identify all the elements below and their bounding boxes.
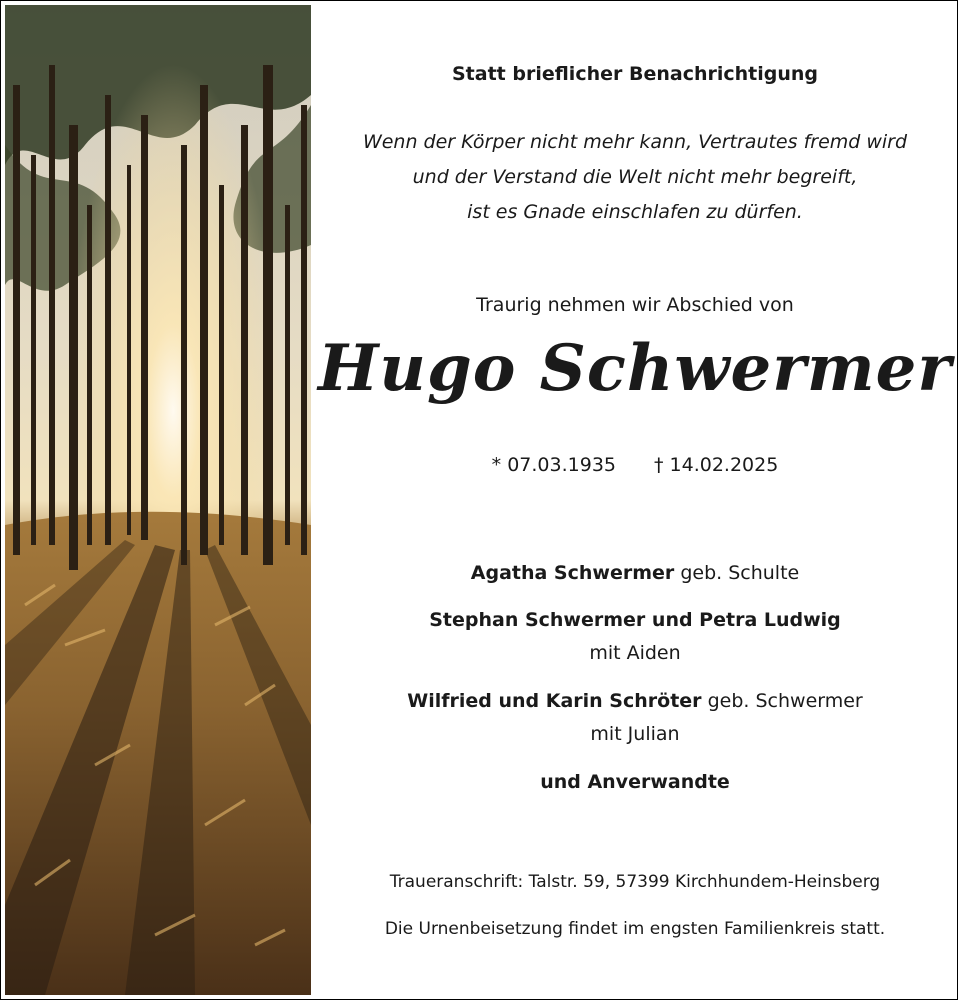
mourning-address: Traueranschrift: Talstr. 59, 57399 Kirchhundem-Heinsberg (389, 872, 881, 892)
burial-note: Die Urnenbeisetzung findet im engsten Familienkreis statt. (384, 919, 886, 939)
notice-heading: Statt brieflicher Benachrichtigung (451, 63, 819, 85)
deceased-name: Hugo Schwermer (317, 331, 953, 406)
notice-text (311, 1, 958, 1001)
mourner-2: Stephan Schwermer und Petra Ludwig (429, 609, 841, 631)
forest-sunlight-image (5, 5, 311, 995)
quote-line-1: Wenn der Körper nicht mehr kann, Vertrautes fremd wird (362, 131, 908, 153)
mourner-suffix: geb. Schwermer (707, 690, 863, 712)
mourner-3-with: mit Julian (590, 723, 680, 745)
mourner-relatives: und Anverwandte (540, 771, 730, 793)
birth-date: * 07.03.1935 (491, 454, 616, 476)
mourner-2-with: mit Aiden (589, 642, 681, 664)
mourner-name: Agatha Schwermer (470, 562, 675, 584)
life-dates (311, 454, 958, 476)
death-date: † 14.02.2025 (654, 454, 779, 476)
mourner-1 (311, 562, 958, 584)
farewell-intro: Traurig nehmen wir Abschied von (476, 294, 794, 316)
mourner-3 (311, 690, 958, 712)
quote-line-3: ist es Gnade einschlafen zu dürfen. (467, 201, 803, 223)
quote-line-2: und der Verstand die Welt nicht mehr begreift, (412, 166, 858, 188)
mourner-suffix: geb. Schulte (680, 562, 800, 584)
mourner-name: Wilfried und Karin Schröter (407, 690, 702, 712)
